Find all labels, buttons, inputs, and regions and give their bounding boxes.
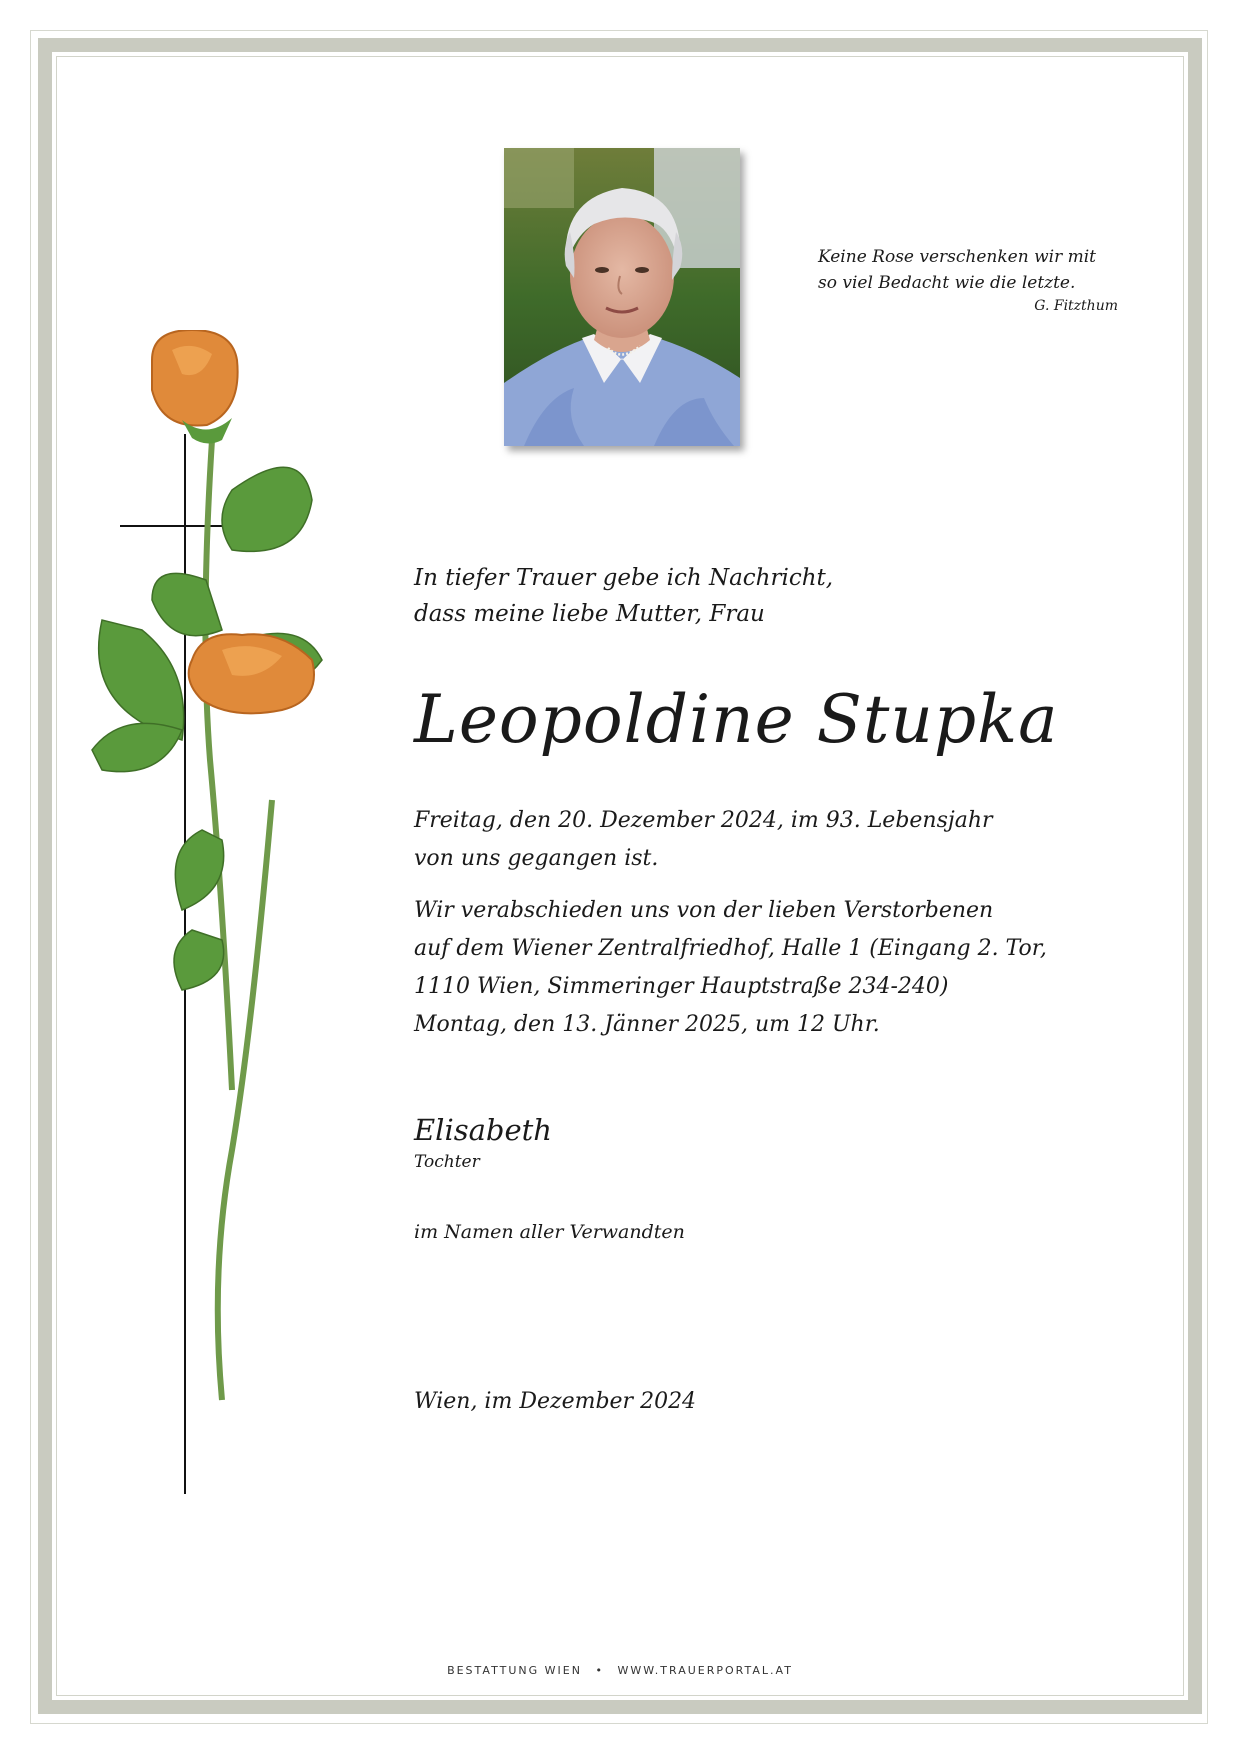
footer-website: WWW.TRAUERPORTAL.AT	[617, 1664, 793, 1677]
intro-line: In tiefer Trauer gebe ich Nachricht,	[414, 565, 834, 591]
death-line: Freitag, den 20. Dezember 2024, im 93. Lebensjahr	[414, 808, 993, 833]
quote-line: so viel Bedacht wie die letzte.	[818, 273, 1076, 293]
funeral-line: auf dem Wiener Zentralfriedhof, Halle 1 (Eingang 2. Tor,	[414, 936, 1047, 961]
funeral-line: Montag, den 13. Jänner 2025, um 12 Uhr.	[414, 1012, 880, 1037]
death-line: von uns gegangen ist.	[414, 846, 659, 871]
place-date: Wien, im Dezember 2024	[414, 1389, 697, 1414]
intro-text	[414, 560, 833, 632]
signer-relation: Tochter	[414, 1152, 480, 1172]
quote-author: G. Fitzthum	[1034, 298, 1118, 314]
footer-company: BESTATTUNG WIEN	[447, 1664, 582, 1677]
quote-line: Keine Rose verschenken wir mit	[818, 247, 1096, 267]
footer	[0, 1664, 1240, 1677]
footer-separator: •	[595, 1664, 604, 1677]
funeral-line: Wir verabschieden uns von der lieben Verstorbenen	[414, 898, 994, 923]
funeral-line: 1110 Wien, Simmeringer Hauptstraße 234-240)	[414, 974, 949, 999]
death-notice	[414, 802, 993, 878]
portrait-photo	[504, 148, 740, 446]
memorial-quote	[818, 244, 1118, 316]
funeral-details	[414, 892, 1047, 1044]
deceased-name: Leopoldine Stupka	[414, 681, 1059, 758]
intro-line: dass meine liebe Mutter, Frau	[414, 601, 765, 627]
rose-illustration	[82, 330, 372, 1410]
signer-name: Elisabeth	[414, 1113, 552, 1147]
family-line: im Namen aller Verwandten	[414, 1221, 685, 1243]
